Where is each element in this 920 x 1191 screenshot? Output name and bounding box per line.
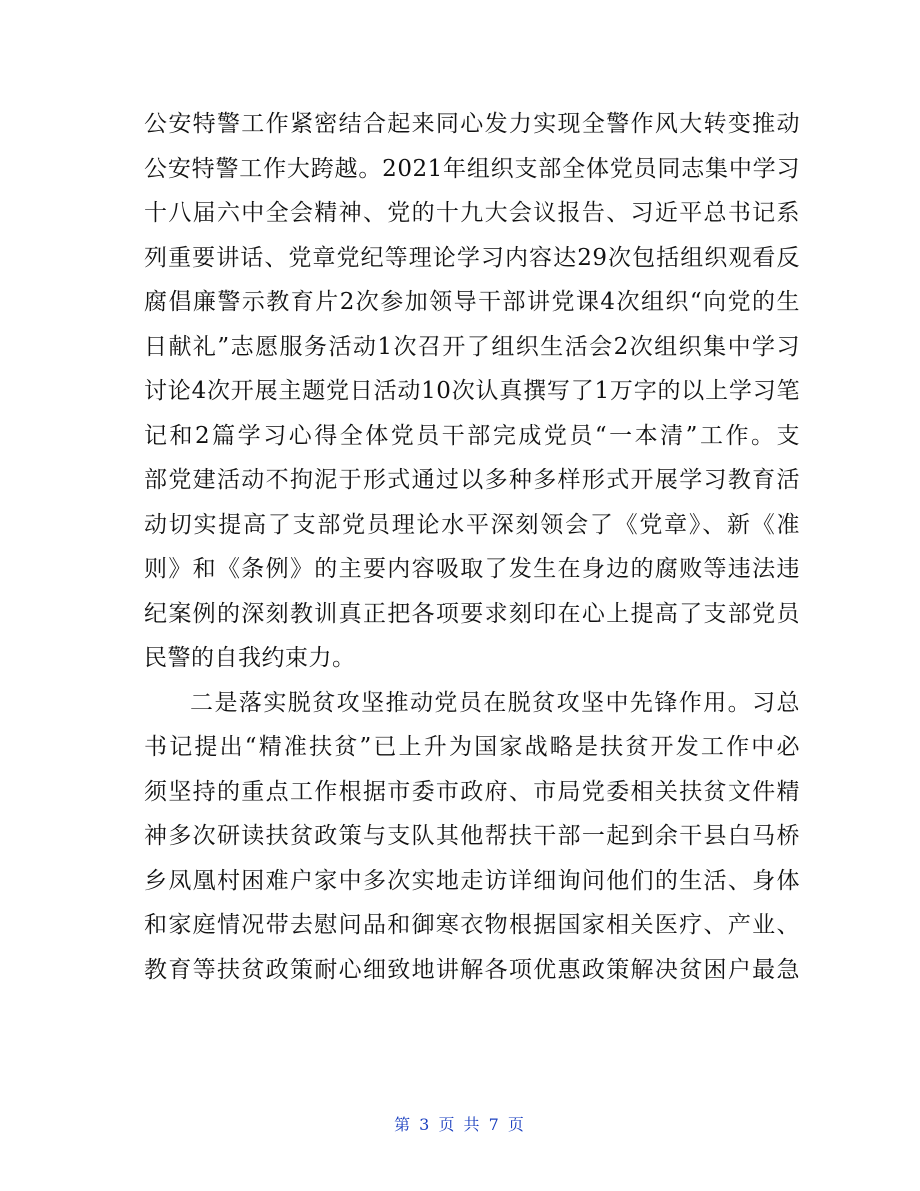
text-line: 二是落实脱贫攻坚推动党员在脱贫攻坚中先锋作用。习总	[190, 689, 800, 716]
text-line: 十八届六中全会精神、党的十九大会议报告、习近平总书记系	[144, 200, 800, 226]
paragraph-1	[144, 102, 800, 681]
text-line: 民警的自我约束力。	[144, 645, 356, 671]
text-line: 公安特警工作大跨越。2021年组织支部全体党员同志集中学习	[144, 155, 800, 182]
text-line: 公安特警工作紧密结合起来同心发力实现全警作风大转变推动	[144, 111, 800, 137]
text-line: 讨论4次开展主题党日活动10次认真撰写了1万字的以上学习笔	[144, 378, 800, 404]
text-line: 教育等扶贫政策耐心细致地讲解各项优惠政策解决贫困户最急	[144, 956, 800, 983]
text-line: 须坚持的重点工作根据市委市政府、市局党委相关扶贫文件精	[144, 778, 800, 805]
text-line: 和家庭情况带去慰问品和御寒衣物根据国家相关医疗、产业、	[144, 912, 800, 938]
text-line: 乡凤凰村困难户家中多次实地走访详细询问他们的生活、身体	[144, 867, 800, 894]
document-body	[144, 102, 800, 992]
text-line: 纪案例的深刻教训真正把各项要求刻印在心上提高了支部党员	[144, 600, 800, 627]
paragraph-2	[144, 681, 800, 993]
text-line: 神多次研读扶贫政策与支队其他帮扶干部一起到余干县白马桥	[144, 823, 800, 849]
text-line: 列重要讲话、党章党纪等理论学习内容达29次包括组织观看反	[144, 244, 800, 271]
text-line: 则》和《条例》的主要内容吸取了发生在身边的腐败等违法违	[144, 556, 800, 582]
text-line: 动切实提高了支部党员理论水平深刻领会了《党章》、新《准	[144, 511, 800, 538]
text-line: 记和2篇学习心得全体党员干部完成党员“一本清”工作。支	[144, 422, 800, 449]
text-line: 腐倡廉警示教育片2次参加领导干部讲党课4次组织“向党的生	[144, 289, 800, 315]
page-number-footer: 第 3 页 共 7 页	[394, 1115, 526, 1134]
text-line: 部党建活动不拘泥于形式通过以多种多样形式开展学习教育活	[144, 467, 800, 493]
text-line: 书记提出“精准扶贫”已上升为国家战略是扶贫开发工作中必	[144, 734, 800, 760]
text-line: 日献礼”志愿服务活动1次召开了组织生活会2次组织集中学习	[144, 333, 800, 360]
